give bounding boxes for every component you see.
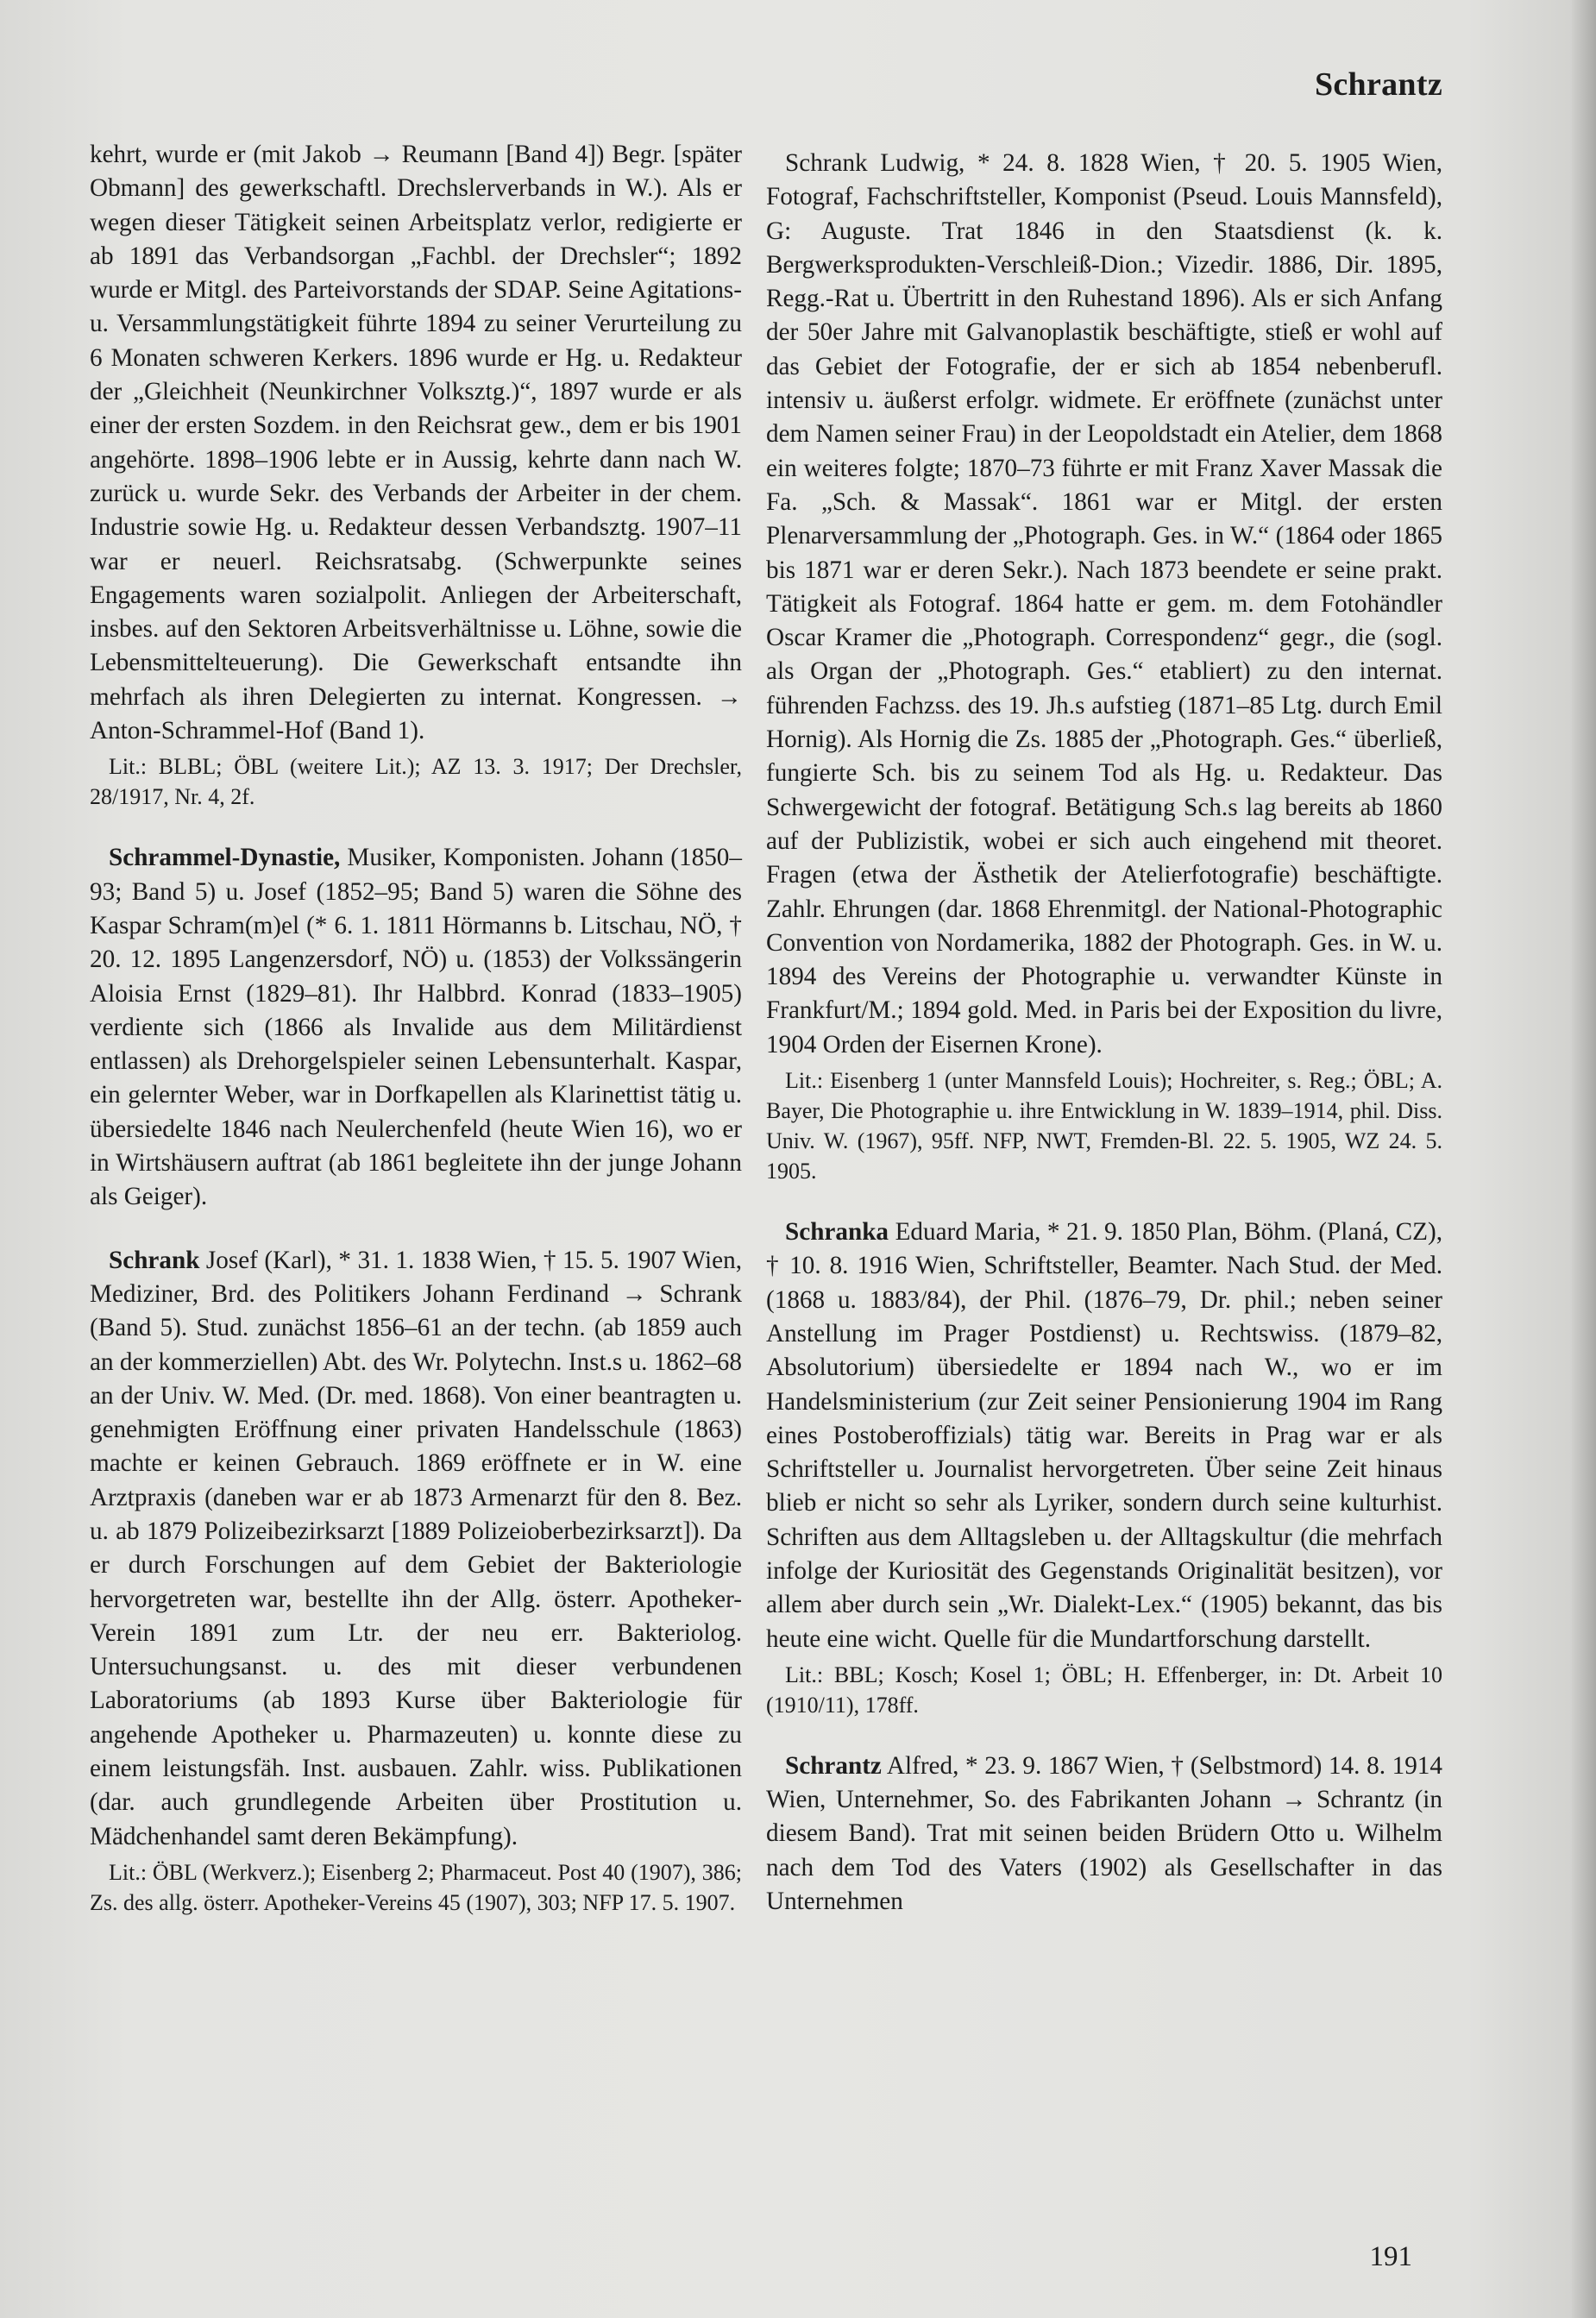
page-number: 191 xyxy=(1369,2241,1412,2272)
entry-headword: Schranka xyxy=(785,1218,889,1247)
running-head: Schrantz xyxy=(1314,66,1442,103)
entry-schranka-eduard xyxy=(766,1216,1442,1656)
entry-body: Eduard Maria, * 21. 9. 1850 Plan, Böhm. (Planá, CZ), † 10. 8. 1916 Wien, Schriftsteller, Beamter. Nach Stud. der Med. (1868 u. 1883/84), der Phil. (1876–79, Dr. phil.; neben seiner Anstellung im Prager Postdienst) u. Rechtswiss. (1879–82, Absolutorium) übersiedelte er 1894 nach W., wo er im Handelsministerium (zur Zeit seiner Pensionierung 1904 im Rang eines Postoberoffizials) tätig war. Bereits in Prag war er als Schriftsteller u. Journalist hervorgetreten. Über seine Zeit hinaus blieb er nicht so sehr als Lyriker, sondern durch seine kulturhist. Schriften aus dem Alltagsleben u. der Alltagskultur (die mehrfach infolge der Kuriosität des Gegenstands Originalität besitzen), vor allem aber durch sein „Wr. Dialekt-Lex.“ (1905) bekannt, das bis heute eine wicht. Quelle für die Mundartforschung darstellt. xyxy=(766,1218,1442,1653)
entry-schrank-josef xyxy=(90,1244,742,1854)
literature-reference: Lit.: ÖBL (Werkverz.); Eisenberg 2; Pharmaceut. Post 40 (1907), 386; Zs. des allg. österr. Apotheker-Vereins 45 (1907), 303; NFP 17. 5. 1907. xyxy=(90,1859,742,1915)
entry-headword: Schrank xyxy=(109,1246,200,1274)
right-column xyxy=(766,147,1442,1919)
entry-body: Alfred, * 23. 9. 1867 Wien, † (Selbstmord) 14. 8. 1914 Wien, Unternehmer, So. des Fabrikanten Johann → Schrantz (in diesem Band). Trat mit seinen beiden Brüdern Otto u. Wilhelm nach dem Tod des Vaters (1902) als Gesellschafter in das Unternehmen xyxy=(766,1751,1442,1916)
entry-schrantz-alfred xyxy=(766,1749,1442,1919)
literature-reference: Lit.: Eisenberg 1 (unter Mannsfeld Louis); Hochreiter, s. Reg.; ÖBL; A. Bayer, Die Photographie u. ihre Entwicklung in W. 1839–1914, phil. Diss. Univ. W. (1967), 95ff. NFP, NWT, Fremden-Bl. 22. 5. 1905, WZ 24. 5. 1905. xyxy=(766,1068,1442,1184)
entry-headword: Schrantz xyxy=(785,1751,882,1780)
left-column xyxy=(90,138,742,1918)
entry-body: Josef (Karl), * 31. 1. 1838 Wien, † 15. 5. 1907 Wien, Mediziner, Brd. des Politikers Johann Ferdinand → Schrank (Band 5). Stud. zunächst 1856–61 an der techn. (ab 1859 auch an der kommerziellen) Abt. des Wr. Polytechn. Inst.s u. 1862–68 an der Univ. W. Med. (Dr. med. 1868). Von einer beantragten u. genehmigten Eröffnung einer privaten Handelsschule (1863) machte er keinen Gebrauch. 1869 eröffnete er in W. eine Arztpraxis (daneben war er ab 1873 Armenarzt für den 8. Bez. u. ab 1879 Polizeibezirksarzt [1889 Polizeioberbezirksarzt]). Da er durch Forschungen auf dem Gebiet der Bakteriologie hervorgetreten war, bestellte ihn der Allg. österr. Apotheker-Verein 1891 zum Ltr. der neu err. Bakteriolog. Untersuchungsanst. u. des mit dieser verbundenen Laboratoriums (ab 1893 Kurse über Bakteriologie für angehende Apotheker u. Pharmazeuten) u. konnte diese zu einem leistungsfäh. Inst. ausbauen. Zahlr. wiss. Publikationen (dar. auch grundlegende Arbeiten über Prostitution u. Mädchenhandel samt deren Bekämpfung). xyxy=(90,1246,742,1850)
literature-reference: Lit.: BLBL; ÖBL (weitere Lit.); AZ 13. 3. 1917; Der Drechsler, 28/1917, Nr. 4, 2f. xyxy=(90,754,742,810)
entry-headword: Schrammel-Dynastie, xyxy=(109,844,341,872)
entry-schrank-ludwig xyxy=(766,147,1442,1062)
entry-body: Ludwig, * 24. 8. 1828 Wien, † 20. 5. 1905 Wien, Fotograf, Fachschriftsteller, Komponist (Pseud. Louis Mannsfeld), G: Auguste. Trat 1846 in den Staatsdienst (k. k. Bergwerksprodukten-Verschleiß-Dion.; Vizedir. 1886, Dir. 1895, Regg.-Rat u. Übertritt in den Ruhestand 1896). Als er sich Anfang der 50er Jahre mit Galvanoplastik beschäftigte, stieß er wohl auf das Gebiet der Fotografie, der er sich ab 1854 nebenberufl. intensiv u. äußerst erfolgr. widmete. Er eröffnete (zunächst unter dem Namen seiner Frau) in der Leopoldstadt ein Atelier, dem 1868 ein weiteres folgte; 1870–73 führte er mit Franz Xaver Massak die Fa. „Sch. & Massak“. 1861 war er Mitgl. der ersten Plenarversammlung der „Photograph. Ges. in W.“ (1864 oder 1865 bis 1871 war er deren Sekr.). Nach 1873 beendete er seine prakt. Tätigkeit als Fotograf. 1864 hatte er gem. m. dem Fotohändler Oscar Kramer die „Photograph. Correspondenz“ gegr., die (sogl. als Organ der „Photograph. Ges.“ etabliert) zu den internat. führenden Fachzss. des 19. Jh.s aufstieg (1871–85 Ltg. durch Emil Hornig). Als Hornig die Zs. 1885 der „Photograph. Ges.“ überließ, fungierte Sch. bis zu seinem Tod als Hg. u. Redakteur. Das Schwergewicht der fotograf. Betätigung Sch.s lag bereits ab 1860 auf der Publizistik, wobei er sich auch eingehend mit theoret. Fragen (etwa der Ästhetik der Atelierfotografie) beschäftigte. Zahlr. Ehrungen (dar. 1868 Ehrenmitgl. der National-Photographic Convention von Nordamerika, 1882 der Photograph. Ges. in W. u. 1894 des Vereins der Photographie u. verwandter Künste in Frankfurt/M.; 1894 gold. Med. in Paris bei der Exposition du livre, 1904 Orden der Eisernen Krone). xyxy=(766,149,1442,1058)
literature-reference: Lit.: BBL; Kosch; Kosel 1; ÖBL; H. Effenberger, in: Dt. Arbeit 10 (1910/11), 178ff. xyxy=(766,1662,1442,1718)
entry-body: Musiker, Komponisten. Johann (1850–93; Band 5) u. Josef (1852–95; Band 5) waren die Söhne des Kaspar Schram(m)el (* 6. 1. 1811 Hörmanns b. Litschau, NÖ, † 20. 12. 1895 Langenzersdorf, NÖ) u. (1853) der Volkssängerin Aloisia Ernst (1829–81). Ihr Halbbrd. Konrad (1833–1905) verdiente sich (1866 als Invalide aus dem Militärdienst entlassen) als Drehorgelspieler seinen Lebensunterhalt. Kaspar, ein gelernter Weber, war in Dorfkapellen als Klarinettist tätig u. übersiedelte 1846 nach Neulerchenfeld (heute Wien 16), wo er in Wirtshäusern auftrat (ab 1861 begleitete ihn der junge Johann als Geiger). xyxy=(90,844,742,1211)
continued-entry-text: kehrt, wurde er (mit Jakob → Reumann [Band 4]) Begr. [später Obmann] des gewerkschaftl. Drechslerverbands in W.). Als er wegen dieser Tätigkeit seinen Arbeitsplatz verlor, redigierte er ab 1891 das Verbandsorgan „Fachbl. der Drechsler“; 1892 wurde er Mitgl. des Parteivorstands der SDAP. Seine Agitations- u. Versammlungstätigkeit führte 1894 zu seiner Verurteilung zu 6 Monaten schweren Kerkers. 1896 wurde er Hg. u. Redakteur der „Gleichheit (Neunkirchner Volksztg.)“, 1897 wurde er als einer der ersten Sozdem. in den Reichsrat gew., dem er bis 1901 angehörte. 1898–1906 lebte er in Aussig, kehrte dann nach W. zurück u. wurde Sekr. des Verbands der Arbeiter in der chem. Industrie sowie Hg. u. Redakteur dessen Verbandsztg. 1907–11 war er neuerl. Reichsratsabg. (Schwerpunkte seines Engagements waren sozialpolit. Anliegen der Arbeiterschaft, insbes. auf den Sektoren Arbeitsverhältnisse u. Löhne, sowie die Lebensmittelteuerung). Die Gewerkschaft entsandte ihn mehrfach als ihren Delegierten zu internat. Kongressen. → Anton-Schrammel-Hof (Band 1). xyxy=(90,141,742,745)
book-spine-shadow xyxy=(1572,0,1596,2318)
entry-schrammel-dynastie xyxy=(90,841,742,1214)
entry-headword: Schrank xyxy=(785,149,868,177)
